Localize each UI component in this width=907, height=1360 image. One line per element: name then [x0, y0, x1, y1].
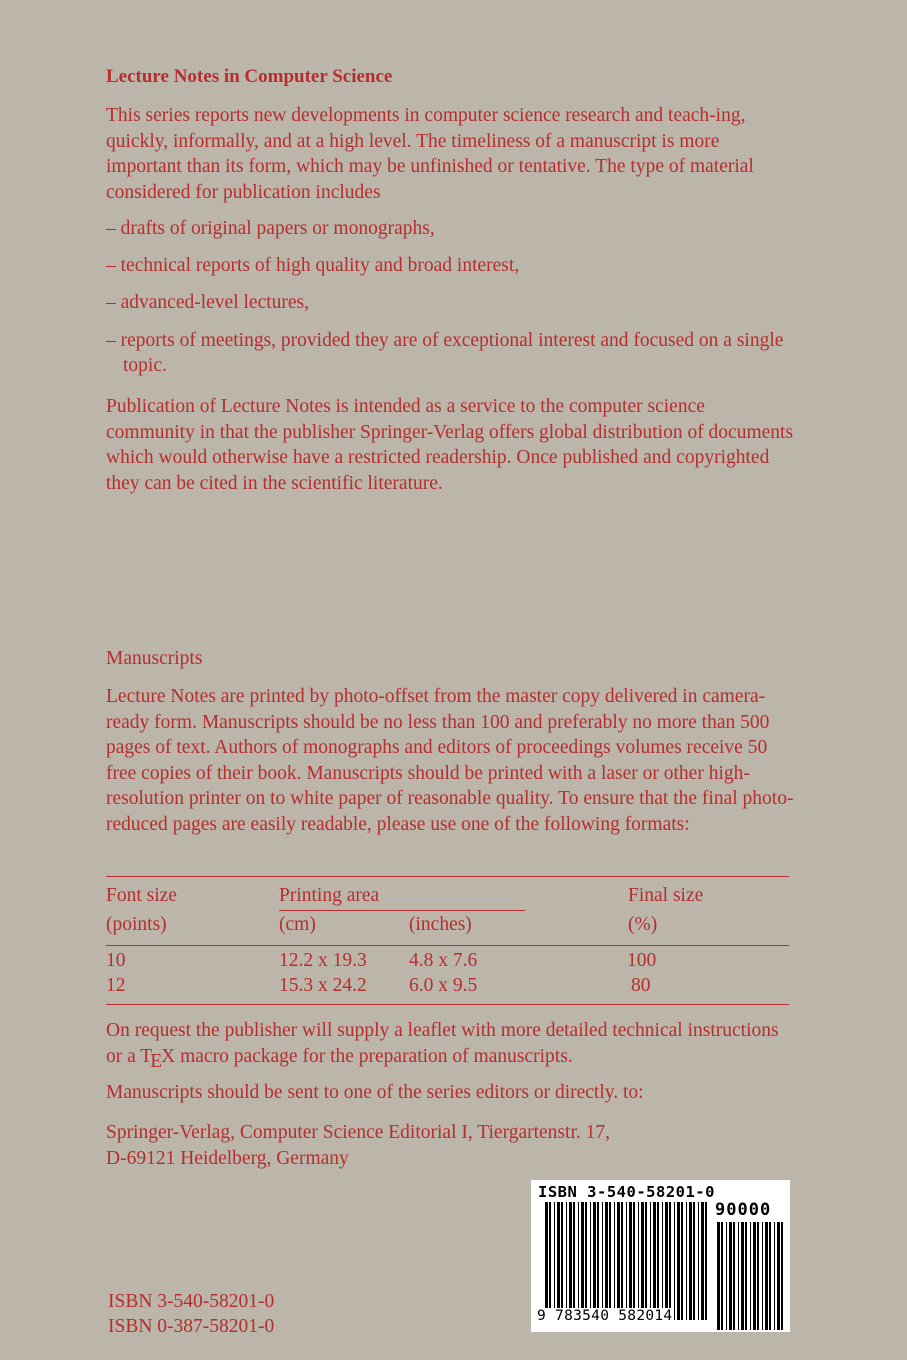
- request-text: On request the publisher will supply a leaflet with more detailed technical instructions or a: [106, 1020, 779, 1067]
- barcode-bar: [665, 1202, 668, 1320]
- isbn-line: ISBN 3-540-58201-0: [108, 1291, 275, 1312]
- barcode-bar: [609, 1202, 611, 1320]
- barcode-bar: [638, 1202, 639, 1320]
- barcode-bar: [741, 1222, 744, 1330]
- barcode-bar: [561, 1202, 563, 1320]
- barcode-bar: [549, 1202, 551, 1320]
- cell-cm: 12.2 x 19.3: [279, 950, 367, 971]
- barcode-bar: [774, 1222, 775, 1330]
- printing-area-rule: [279, 910, 525, 911]
- intro-paragraph: This series reports new developments in computer science research and teach-ing, quickly, informally, and at a high level. The timeliness of a manuscript is more important than its form, which may be unfinished or tentative. The type of material considered for publication includes: [106, 105, 754, 203]
- barcode-bar: [733, 1222, 735, 1330]
- table-bottom-rule: [106, 1004, 789, 1005]
- barcode: [531, 1180, 790, 1332]
- isbn-list: [108, 1289, 274, 1339]
- barcode-bar: [578, 1202, 579, 1320]
- cell-cm: 15.3 x 24.2: [279, 975, 367, 996]
- address-line: D-69121 Heidelberg, Germany: [106, 1147, 349, 1169]
- barcode-bar: [593, 1202, 596, 1320]
- barcode-bar: [581, 1202, 584, 1320]
- barcode-bar: [693, 1202, 695, 1320]
- header-cm: (cm): [279, 914, 316, 935]
- barcode-bar: [653, 1202, 656, 1320]
- barcode-bar: [557, 1202, 560, 1320]
- tex-e: E: [150, 1050, 163, 1072]
- barcode-bar: [705, 1202, 707, 1320]
- barcode-bar: [686, 1202, 687, 1320]
- publication-paragraph: Publication of Lecture Notes is intended as a service to the computer science community in that the publisher Springer-Verlag offers global distribution of documents which would otherwise have a restricted readership. Once published and copyrighted they can be cited in the scientific literature.: [106, 396, 794, 494]
- barcode-bar: [674, 1202, 675, 1320]
- manuscripts-heading: Manuscripts: [106, 648, 203, 669]
- barcode-bar: [745, 1222, 747, 1330]
- header-font-size: Font size: [106, 885, 177, 906]
- barcode-bar: [757, 1222, 759, 1330]
- barcode-bar: [602, 1202, 603, 1320]
- barcode-bar: [590, 1202, 591, 1320]
- barcode-bar: [721, 1222, 723, 1330]
- cell-inches: 6.0 x 9.5: [409, 975, 478, 996]
- barcode-bar: [681, 1202, 683, 1320]
- barcode-bar: [726, 1222, 727, 1330]
- barcode-bar: [769, 1222, 771, 1330]
- barcode-bar: [605, 1202, 608, 1320]
- list-item: – drafts of original papers or monographs,: [106, 218, 435, 239]
- barcode-bar: [566, 1202, 567, 1320]
- cell-points: 12: [106, 975, 126, 996]
- barcode-bar: [677, 1202, 680, 1320]
- barcode-bar: [645, 1202, 647, 1320]
- isbn-line: ISBN 0-387-58201-0: [108, 1316, 275, 1337]
- header-points: (points): [106, 914, 167, 935]
- header-percent: (%): [628, 914, 658, 935]
- cell-percent: 80: [631, 975, 651, 996]
- barcode-addon-text: 90000: [715, 1200, 772, 1220]
- barcode-bar: [717, 1222, 720, 1330]
- list-item: – technical reports of high quality and broad interest,: [106, 255, 520, 277]
- list-item: – reports of meetings, provided they are of exceptional interest and focused on a single topic.: [106, 329, 784, 377]
- barcode-bar: [657, 1202, 659, 1320]
- barcode-bar: [765, 1222, 768, 1330]
- barcode-bar: [621, 1202, 623, 1320]
- barcode-bar: [629, 1202, 632, 1320]
- header-inches: (inches): [409, 914, 472, 935]
- material-list: [106, 216, 796, 390]
- barcode-bar: [554, 1202, 555, 1320]
- barcode-bar: [738, 1222, 739, 1330]
- barcode-bar: [626, 1202, 627, 1320]
- barcode-bar: [545, 1202, 548, 1320]
- tex-logo: [140, 1045, 176, 1072]
- barcode-bar: [753, 1222, 756, 1330]
- barcode-bar: [633, 1202, 635, 1320]
- barcode-bar: [662, 1202, 663, 1320]
- barcode-bar: [762, 1222, 763, 1330]
- barcode-bar: [617, 1202, 620, 1320]
- table-header-rule: [106, 945, 789, 946]
- manuscripts-paragraph: Lecture Notes are printed by photo-offset from the master copy delivered in camera-ready form. Manuscripts should be no less than 100 and preferably no more than 500 pages of text. Authors of monographs and editors of proceedings volumes receive 50 free copies of their book. Manuscripts should be printed with a laser or other high-resolution printer on to white paper of reasonable quality. To ensure that the final photo-reduced pages are easily readable, please use one of the following formats:: [106, 686, 794, 835]
- series-title: Lecture Notes in Computer Science: [106, 66, 393, 87]
- barcode-bar: [698, 1202, 699, 1320]
- request-paragraph: [106, 1018, 796, 1072]
- barcode-isbn-text: ISBN 3-540-58201-0: [538, 1183, 715, 1201]
- barcode-bar: [781, 1222, 783, 1330]
- barcode-bar: [777, 1222, 780, 1330]
- barcode-bar: [585, 1202, 587, 1320]
- header-printing-area: Printing area: [279, 885, 380, 906]
- barcode-bar: [750, 1222, 751, 1330]
- cell-inches: 4.8 x 7.6: [409, 950, 478, 971]
- header-final-size: Final size: [628, 885, 704, 906]
- publisher-address: [106, 1120, 796, 1171]
- barcode-bar: [729, 1222, 732, 1330]
- tex-x: X: [161, 1045, 176, 1067]
- address-line: Springer-Verlag, Computer Science Editorial I, Tiergartenstr. 17,: [106, 1122, 610, 1143]
- barcode-bar: [650, 1202, 651, 1320]
- barcode-digits: 9 783540 582014: [537, 1308, 673, 1324]
- barcode-bar: [597, 1202, 599, 1320]
- send-to-line: Manuscripts should be sent to one of the series editors or directly. to:: [106, 1082, 644, 1103]
- barcode-bar: [701, 1202, 704, 1320]
- list-item: – advanced-level lectures,: [106, 292, 310, 314]
- barcode-bar: [569, 1202, 572, 1320]
- cell-percent: 100: [627, 950, 657, 971]
- barcode-bar: [573, 1202, 575, 1320]
- barcode-bar: [669, 1202, 671, 1320]
- table-top-rule: [106, 876, 789, 877]
- tex-t: T: [140, 1045, 153, 1067]
- cell-points: 10: [106, 950, 126, 971]
- barcode-bar: [689, 1202, 692, 1320]
- barcode-bar: [641, 1202, 644, 1320]
- request-text-end: macro package for the preparation of manuscripts.: [175, 1045, 573, 1067]
- barcode-bar: [614, 1202, 615, 1320]
